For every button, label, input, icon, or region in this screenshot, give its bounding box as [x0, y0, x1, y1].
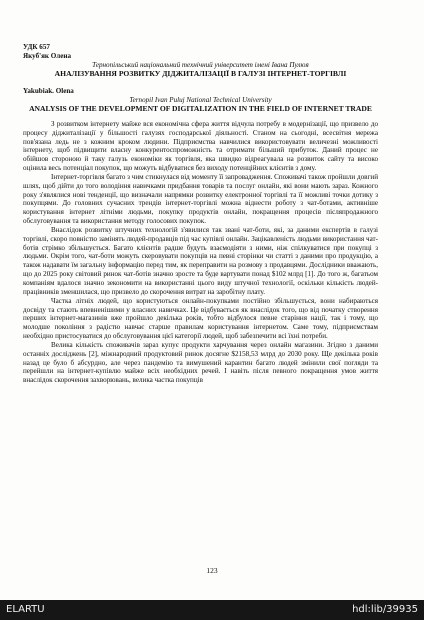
article-title-ua: АНАЛІЗУВАННЯ РОЗВИТКУ ДІДЖИТАЛІЗАЦІЇ В ГАЛУЗІ ІНТЕРНЕТ-ТОРГІВЛІ	[54, 68, 347, 78]
paragraph-5: Велика кількість споживачів зараз купує продукти харчування через онлайн магазини. Згідно з даними останніх досліджень [2], міжнародний продуктовий ринок досягне $2158,53 млрд до 2030 року. Ще декілька років назад це було б абсурдно, але через пандемію та вимушений карантин багато людей змінили свої погляди та перейшли на інтернет-купівлю майже всіх необхідних речей. І навіть після певного покращення умов життя внаслідок скорочення захворювань, велика частка покупців	[23, 340, 378, 385]
affiliation-ua: Тернопільський національний технічний університет імені Івана Пулюя	[92, 60, 309, 69]
paragraph-4: Частка літніх людей, що користуються онлайн-покупками постійно збільшується, вони набираються досвіду та стають впевненішими у власних навичках. Це відбувається як внаслідок того, що від початку створення перших інтернет-магазинів вже пройшло декілька років, тобто відбулося певне старіння нації, так і тому, що молодше покоління з радістю навчає старше правилам користування інтернетом. Саме тому, підприємствам необхідно пристосуватися до обслуговування цієї категорії людей, щоб забезпечити всі їхні потреби.	[23, 296, 378, 341]
footer-repository-name: ELARTU	[6, 604, 45, 615]
footer-handle: hdl:lib/39935	[352, 604, 418, 615]
footer-bar	[0, 600, 424, 620]
author-name-en: Yakubiak. Olena	[23, 87, 74, 96]
page-number: 123	[206, 566, 218, 575]
paragraph-3: Внаслідок розвитку штучних технологій з'явилися так звані чат-боти, які, за даними експертів в галузі торгівлі, скоро повністю замінять людей-продавців під час купівлі онлайн. Зацікавленість людьми використання чат-ботів стрімко збільшується. Багато клієнтів радше будуть взаємодіяти з ними, ніж спілкуватися при покупці з людьми. Окрім того, чат-боти можуть скеровувати покупців на певні сторінки чи статті з даними про продукцію, а також надавати їм загальну інформацію перед тим, як переправити на розмову з продавцями. Дослідники вважають, що до 2025 року світовий ринок чат-ботів значно зросте та буде вартувати понад $102 млрд [1]. До того ж, багатьом компаніям вдалося значно зекономити на використанні цього виду штучної технології, оскільки кількість людей-працівників зменшилася, що призвело до скорочення витрат на заробітну плату.	[23, 225, 378, 296]
page-content	[23, 43, 378, 385]
article-title-en: ANALYSIS OF THE DEVELOPMENT OF DIGITALIZATION IN THE FIELD OF INTERNET TRADE	[29, 104, 372, 114]
udk-code: УДК 657	[23, 43, 50, 51]
paragraph-2: Інтернет-торгівля багато з чим стикнулася від моменту її запровадження. Споживачі також пройшли довгий шлях, щоб дійти до того володіння навичками придбання товарів та послуг онлайн, які вони мають зараз. Кожного року з'являлися нові тенденції, що визначали напрямки розвитку електронної торгівлі та її можливі точки дотику з покупцями. До головних сучасних трендів інтернет-торгівлі можна віднести роботу з чат-ботами, активніше користування інтернет літніми людьми, покупку продуктів онлайн, покращення процесів післяпродажного обслуговування та використання методу голосових покупок.	[23, 172, 378, 226]
author-name-ua: Якуб'як Олена	[23, 51, 72, 60]
affiliation-en: Ternopil Ivan Puluj National Technical University	[129, 96, 272, 105]
paragraph-1: З розвитком інтернету майже вся економічна сфера життя відчула потребу в модернізації, що призвело до процесу діджиталізації у більшості галузях господарської діяльності. Станом на сьогодні, всесвітня мережа пов'язана ледь не з кожним кроком людини. Підприємства навчилися використовувати величезні можливості інтернету, щоб підвищити власну конкурентоспроможність та отримати більший прибуток. Даний процес не обійшов стороною й таку галузь економіки як торгівля, яка швидко відреагувала на розвиток сайту та високо оцінила весь потенціал покупок, що можуть відбуватися без виходу потенційних клієнтів з дому.	[23, 119, 378, 173]
